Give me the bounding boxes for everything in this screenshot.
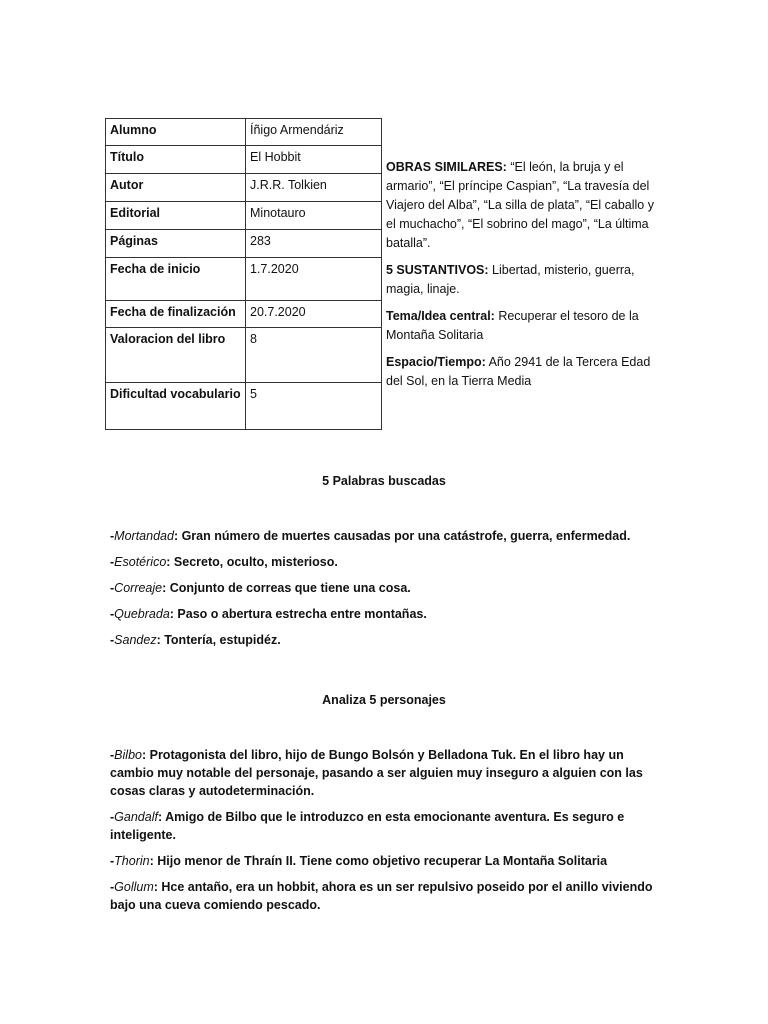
- list-item: -Quebrada: Paso o abertura estrecha entre montañas.: [110, 607, 427, 621]
- tema-label: Tema/Idea central:: [386, 309, 495, 323]
- entry-term: Bilbo: [114, 748, 142, 762]
- tema-text: Recuperar el tesoro de la Montaña Solitaria: [386, 309, 639, 342]
- tema: [386, 307, 661, 345]
- list-item: -Mortandad: Gran número de muertes causadas por una catástrofe, guerra, enfermedad.: [110, 529, 631, 543]
- row-label: Fecha de inicio: [106, 258, 246, 301]
- entry-term: Correaje: [114, 581, 163, 595]
- sustantivos: [386, 261, 661, 299]
- obras-label: OBRAS SIMILARES:: [386, 160, 507, 174]
- row-value: 283: [246, 230, 382, 258]
- espacio-tiempo: [386, 353, 661, 391]
- entry-desc: Hce antaño, era un hobbit, ahora es un ser repulsivo poseido por el anillo viviendo bajo una cueva comiendo pescado.: [110, 880, 653, 912]
- entry-desc: Tontería, estupidéz.: [164, 633, 281, 647]
- row-label: Páginas: [106, 230, 246, 258]
- row-label: Título: [106, 146, 246, 174]
- palabras-list: [110, 527, 655, 657]
- row-value: Íñigo Armendáriz: [246, 119, 382, 146]
- personajes-title: Analiza 5 personajes: [322, 693, 446, 707]
- entry-desc: Paso o abertura estrecha entre montañas.: [177, 607, 427, 621]
- sustantivos-text: Libertad, misterio, guerra, magia, linaje.: [386, 263, 635, 296]
- entry-desc: Conjunto de correas que tiene una cosa.: [169, 581, 411, 595]
- side-notes: [386, 158, 661, 399]
- row-value: J.R.R. Tolkien: [246, 174, 382, 202]
- espacio-label: Espacio/Tiempo:: [386, 355, 486, 369]
- entry-desc: Secreto, oculto, misterioso.: [173, 555, 338, 569]
- table-row: [106, 119, 382, 146]
- entry-term: Gandalf: [114, 810, 158, 824]
- row-label: Dificultad vocabulario: [106, 383, 246, 430]
- entry-term: Sandez: [114, 633, 157, 647]
- entry-term: Mortandad: [114, 529, 174, 543]
- row-value: 1.7.2020: [246, 258, 382, 301]
- row-label: Fecha de finalización: [106, 301, 246, 328]
- list-item: -Bilbo: Protagonista del libro, hijo de Bungo Bolsón y Belladona Tuk. En el libro hay un cambio muy notable del personaje, pasando a ser alguien muy inseguro a alguien con las cosas claras y autodeterminación.: [110, 748, 643, 798]
- list-item: -Thorin: Hijo menor de Thraín II. Tiene como objetivo recuperar La Montaña Solitaria: [110, 854, 608, 868]
- entry-term: Gollum: [114, 880, 154, 894]
- row-label: Autor: [106, 174, 246, 202]
- entry-desc: Amigo de Bilbo que le introduzco en esta emocionante aventura. Es seguro e inteligente.: [110, 810, 625, 842]
- entry-desc: Hijo menor de Thraín II. Tiene como objetivo recuperar La Montaña Solitaria: [157, 854, 608, 868]
- table-row: [106, 328, 382, 383]
- entry-desc: Protagonista del libro, hijo de Bungo Bolsón y Belladona Tuk. En el libro hay un cambio muy notable del personaje, pasando a ser alguien muy inseguro a alguien con las cosas claras y autodeterminación.: [110, 748, 643, 798]
- obras-text: “El león, la bruja y el armario”, “El príncipe Caspian”, “La travesía del Viajero del Alba”, “La silla de plata”, “El caballo y el muchacho”, “El sobrino del mago”, “La última batalla”.: [386, 160, 654, 250]
- table-row: [106, 258, 382, 301]
- table-row: [106, 230, 382, 258]
- palabras-title: 5 Palabras buscadas: [322, 474, 446, 488]
- table-row: [106, 202, 382, 230]
- table-row: [106, 146, 382, 174]
- table-row: [106, 174, 382, 202]
- list-item: -Sandez: Tontería, estupidéz.: [110, 633, 281, 647]
- row-value: Minotauro: [246, 202, 382, 230]
- list-item: -Correaje: Conjunto de correas que tiene una cosa.: [110, 581, 411, 595]
- sustantivos-label: 5 SUSTANTIVOS:: [386, 263, 489, 277]
- entry-term: Quebrada: [114, 607, 170, 621]
- row-label: Valoracion del libro: [106, 328, 246, 383]
- entry-term: Thorin: [114, 854, 150, 868]
- row-value: 5: [246, 383, 382, 430]
- list-item: -Gollum: Hce antaño, era un hobbit, ahora es un ser repulsivo poseido por el anillo viviendo bajo una cueva comiendo pescado.: [110, 880, 653, 912]
- espacio-text: Año 2941 de la Tercera Edad del Sol, en la Tierra Media: [386, 355, 651, 388]
- row-value: El Hobbit: [246, 146, 382, 174]
- list-item: -Gandalf: Amigo de Bilbo que le introduzco en esta emocionante aventura. Es seguro e inteligente.: [110, 810, 625, 842]
- entry-desc: Gran número de muertes causadas por una catástrofe, guerra, enfermedad.: [181, 529, 631, 543]
- table-row: [106, 383, 382, 430]
- row-label: Editorial: [106, 202, 246, 230]
- list-item: -Esotérico: Secreto, oculto, misterioso.: [110, 555, 338, 569]
- table-row: [106, 301, 382, 328]
- personajes-list: [110, 746, 655, 922]
- row-label: Alumno: [106, 119, 246, 146]
- entry-term: Esotérico: [114, 555, 167, 569]
- row-value: 8: [246, 328, 382, 383]
- row-value: 20.7.2020: [246, 301, 382, 328]
- book-info-table: [105, 118, 382, 430]
- obras-similares: [386, 158, 661, 253]
